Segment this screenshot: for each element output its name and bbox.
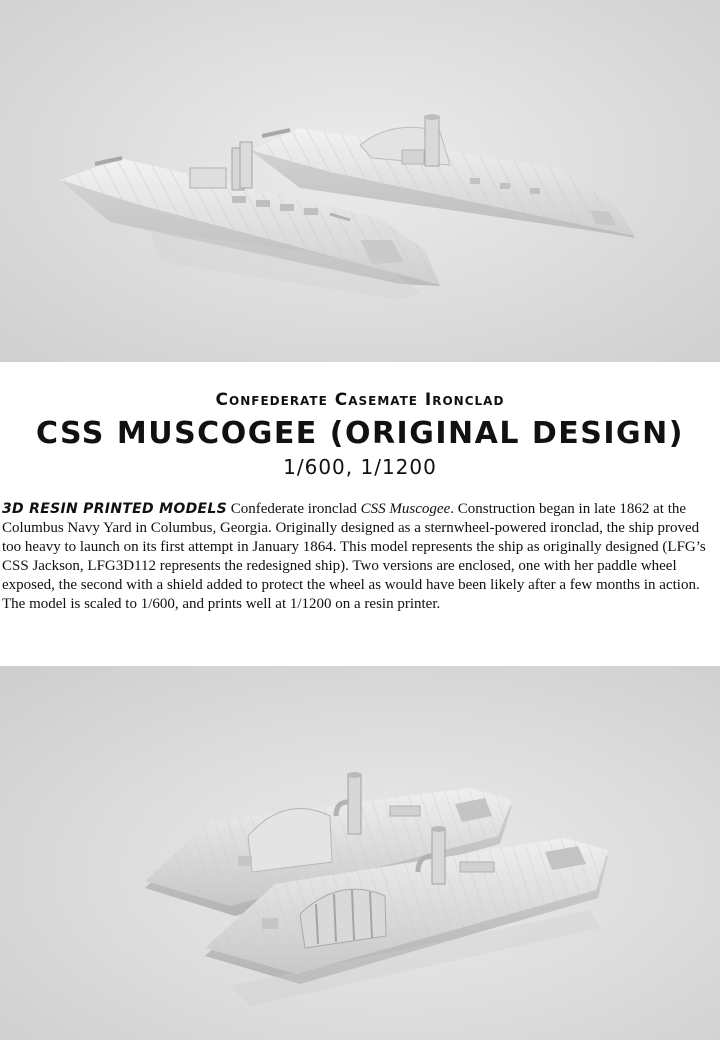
description-text-part2: . Construction began in late 1862 at the Columbus Navy Yard in Columbus, Georgia. Originally designed as a sternwheel-powered ironclad, the ship proved too heavy to launch on its first attempt in January 1864. This model represents the ship as originally designed (LFG’s CSS Jackson, LFG3D112 represents the redesigned ship). Two versions are enclosed, one with her paddle wheel exposed, the second with a shield added to protect the wheel as would have been likely after a few months in action. The model is scaled to 1/600, and prints well at 1/1200 on a resin printer. — [2, 501, 706, 612]
scales-text: 1/600, 1/1200 — [283, 455, 437, 479]
description-paragraph — [2, 500, 708, 614]
description-lead: 3D RESIN PRINTED MODELS — [2, 501, 227, 517]
text-panel — [0, 362, 720, 666]
render-top-image — [0, 0, 720, 362]
ironclad-models-bottom-illustration — [0, 666, 720, 1040]
subtitle-kicker: Confederate Casemate Ironclad — [215, 390, 505, 410]
description-text-part1: Confederate ironclad — [226, 501, 361, 517]
render-bottom-image — [0, 666, 720, 1040]
page-title: CSS MUSCOGEE (ORIGINAL DESIGN) — [35, 416, 685, 451]
ironclad-models-top-illustration — [0, 0, 720, 362]
description-ship-name: CSS Muscogee — [360, 501, 451, 517]
